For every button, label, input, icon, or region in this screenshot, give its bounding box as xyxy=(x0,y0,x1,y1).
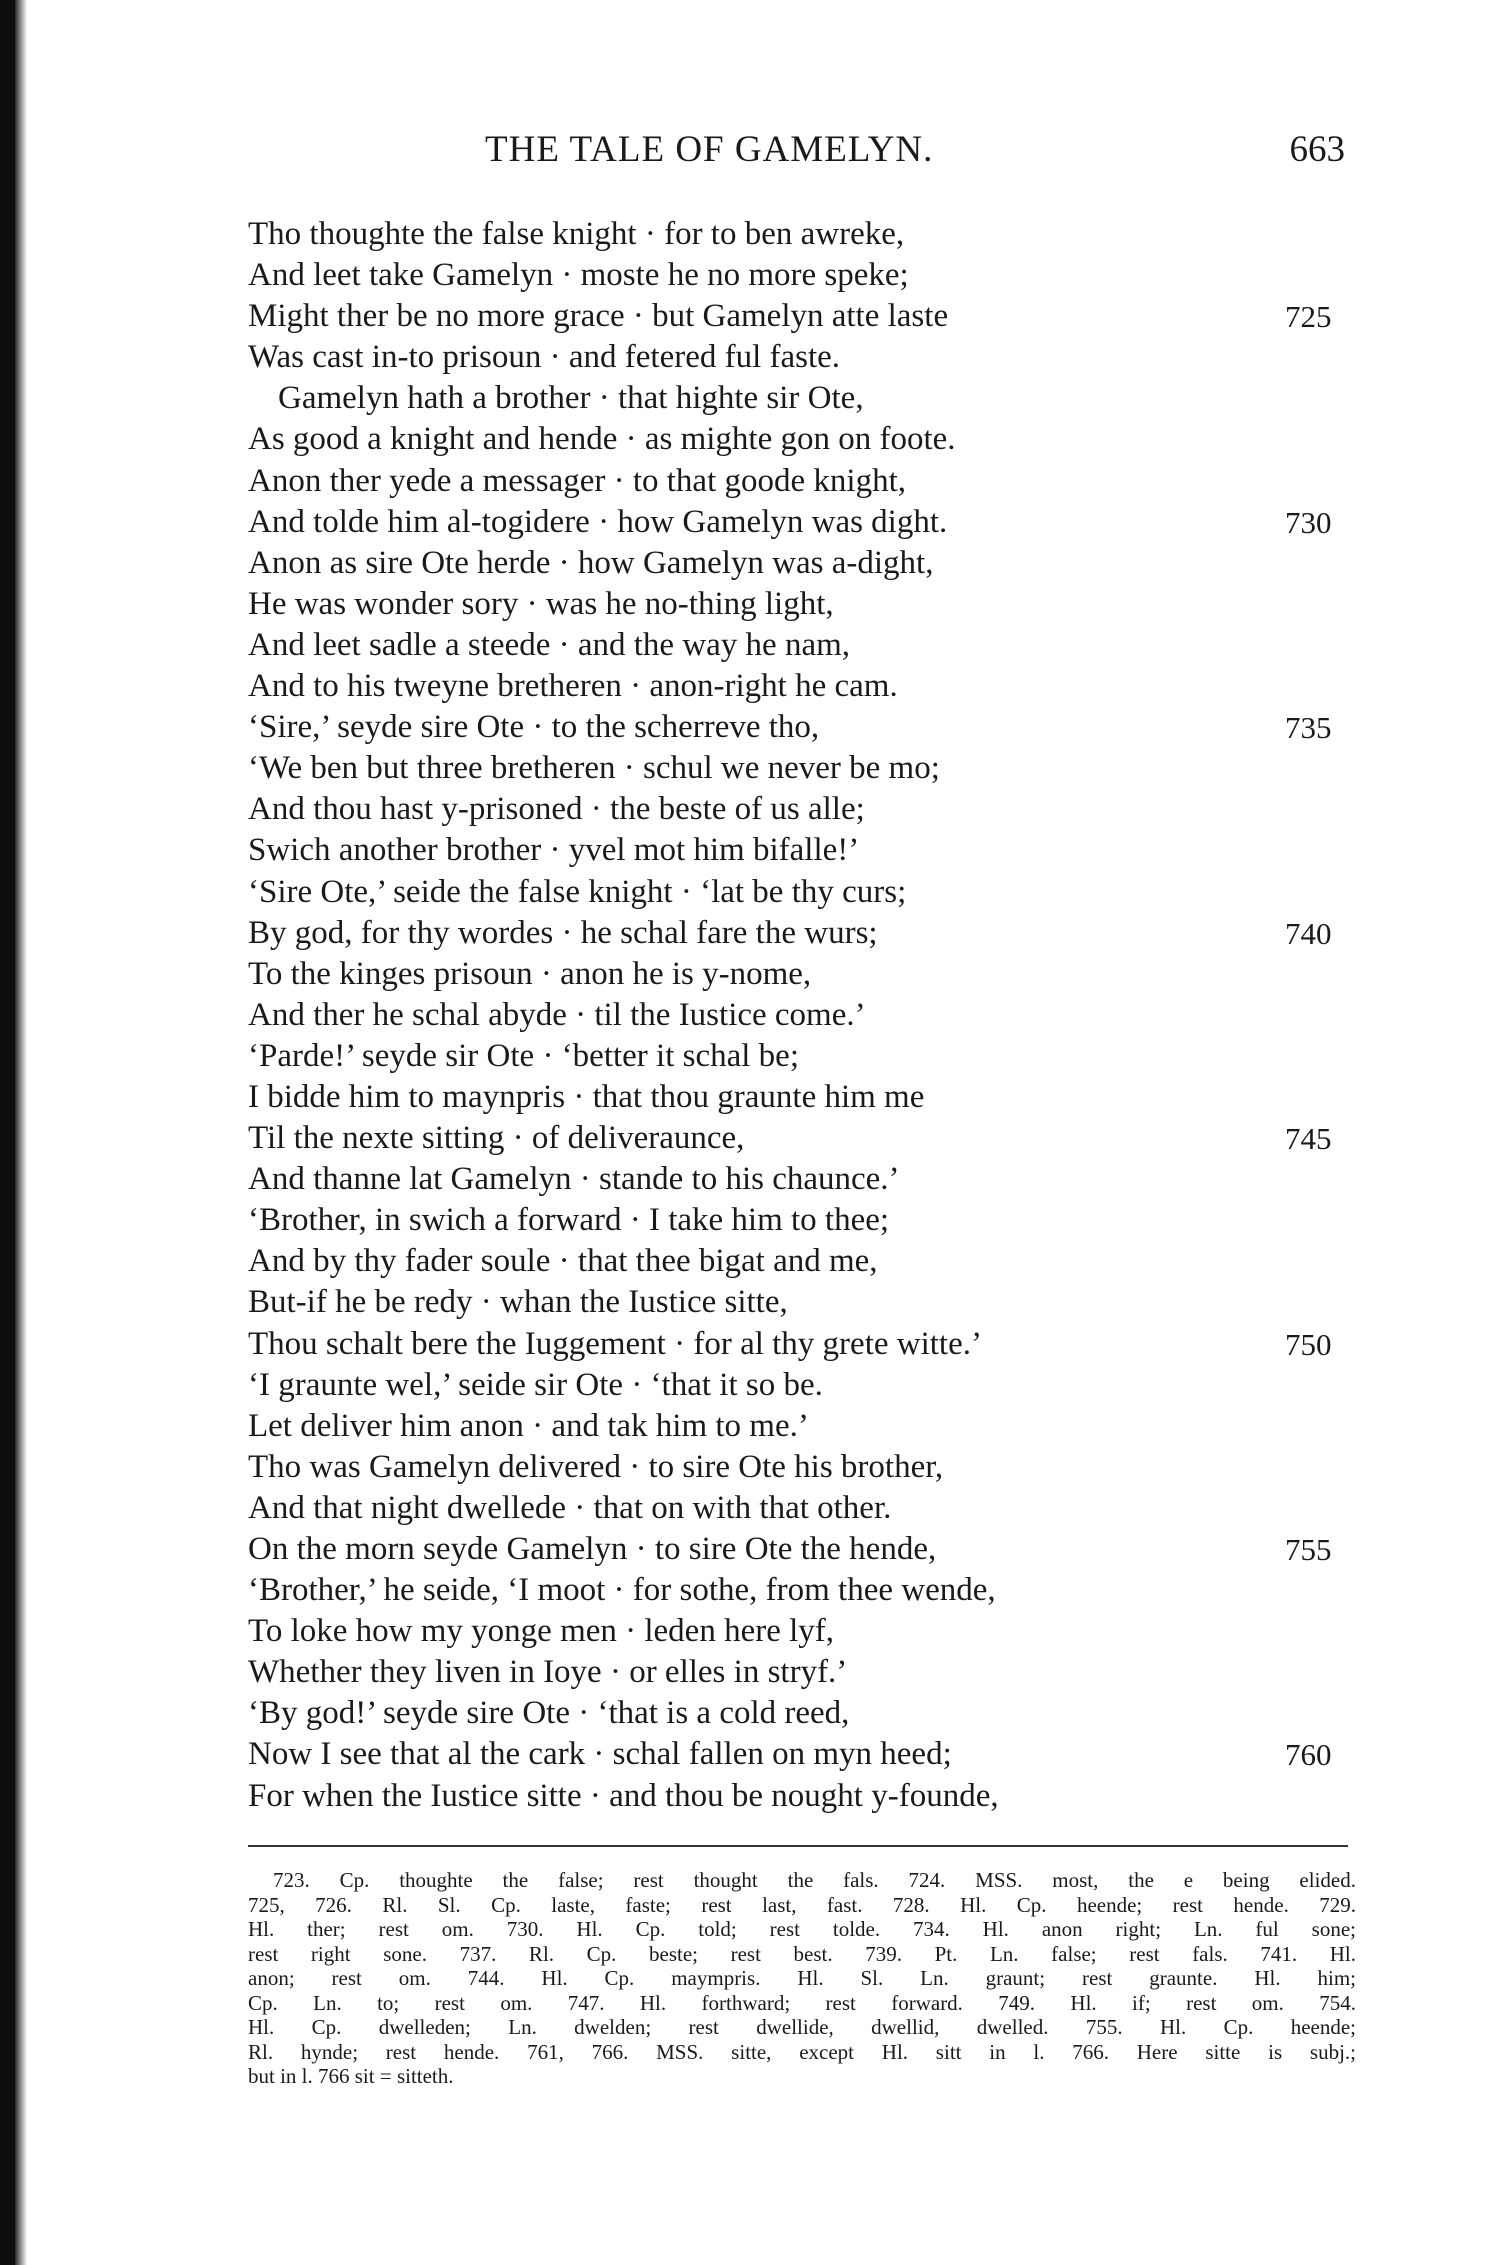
line-number: 740 xyxy=(1285,915,1332,951)
verse-line xyxy=(0,1570,1512,1611)
verse-line xyxy=(0,1447,1512,1488)
verse-line xyxy=(0,748,1512,789)
verse-line xyxy=(0,1365,1512,1406)
footnote-line: Rl. hynde; rest hende. 761, 766. MSS. sitte, except Hl. sitt in l. 766. Here sitte is subj.; xyxy=(248,2039,1356,2064)
verse-text: Tho thoughte the false knight · for to ben awreke, xyxy=(248,216,905,252)
verse-text: Gamelyn hath a brother · that highte sir Ote, xyxy=(278,380,864,417)
line-number: 730 xyxy=(1285,504,1332,540)
verse-line xyxy=(0,830,1512,871)
verse-text: Thou schalt bere the Iuggement · for al thy grete witte.’ xyxy=(248,1325,982,1362)
verse-line xyxy=(0,1652,1512,1693)
verse-line xyxy=(0,1488,1512,1529)
verse-text: ‘Sire Ote,’ seide the false knight · ‘lat be thy curs; xyxy=(248,873,907,910)
verse-line xyxy=(0,1529,1512,1570)
verse-text: ‘Sire,’ seyde sire Ote · to the scherreve tho, xyxy=(248,709,820,746)
verse-text: And leet take Gamelyn · moste he no more speke; xyxy=(248,257,909,294)
verse-text: Til the nexte sitting · of deliveraunce, xyxy=(248,1120,745,1157)
verse-text: ‘Brother,’ he seide, ‘I moot · for sothe, from thee wende, xyxy=(248,1572,996,1609)
footnote-line: 725, 726. Rl. Sl. Cp. laste, faste; rest last, fast. 728. Hl. Cp. heende; rest hende. 729. xyxy=(248,1892,1356,1917)
verse-line xyxy=(0,419,1512,460)
verse-line xyxy=(0,337,1512,378)
verse-text: For when the Iustice sitte · and thou be nought y-founde, xyxy=(248,1777,999,1814)
line-number: 735 xyxy=(1285,710,1332,746)
verse-text: ‘We ben but three bretheren · schul we never be mo; xyxy=(248,750,940,787)
verse-text: To loke how my yonge men · leden here lyf, xyxy=(248,1613,835,1650)
verse-line xyxy=(0,1159,1512,1200)
verse-text: Tho was Gamelyn delivered · to sire Ote his brother, xyxy=(248,1448,944,1485)
footnote-line: Hl. ther; rest om. 730. Hl. Cp. told; rest tolde. 734. Hl. anon right; Ln. ful sone; xyxy=(248,1917,1356,1941)
verse-text: To the kinges prisoun · anon he is y-nome, xyxy=(248,955,812,992)
verse-line xyxy=(0,789,1512,830)
verse-text: On the morn seyde Gamelyn · to sire Ote the hende, xyxy=(248,1531,937,1567)
verse-line xyxy=(0,255,1512,296)
verse-line xyxy=(0,913,1512,954)
verse-line xyxy=(0,378,1512,419)
verse-line xyxy=(0,1282,1512,1323)
verse-text: And by thy fader soule · that thee bigat and me, xyxy=(248,1243,878,1280)
verse-line xyxy=(0,214,1512,255)
verse-line xyxy=(0,1241,1512,1282)
verse-line xyxy=(0,872,1512,913)
running-header xyxy=(245,128,1345,178)
verse-text: And thanne lat Gamelyn · stande to his chaunce.’ xyxy=(248,1161,900,1198)
verse-line xyxy=(0,1324,1512,1365)
verse-line xyxy=(0,584,1512,625)
verse-line xyxy=(0,707,1512,748)
footnote-line: but in l. 766 sit = sitteth. xyxy=(248,2064,454,2088)
verse-line xyxy=(0,296,1512,337)
verse-text: Might ther be no more grace · but Gamelyn atte laste xyxy=(248,298,949,335)
verse-line xyxy=(0,1036,1512,1077)
poem-text xyxy=(0,214,1512,1817)
verse-line xyxy=(0,995,1512,1036)
verse-text: As good a knight and hende · as mighte gon on foote. xyxy=(248,421,956,458)
verse-text: Anon as sire Ote herde · how Gamelyn was a-dight, xyxy=(248,544,934,581)
footnote-divider xyxy=(248,1845,1348,1847)
line-number: 745 xyxy=(1285,1121,1332,1157)
line-number: 755 xyxy=(1285,1532,1332,1567)
verse-line xyxy=(0,1693,1512,1734)
verse-line xyxy=(0,1200,1512,1241)
verse-text: I bidde him to maynpris · that thou graunte him me xyxy=(248,1078,925,1115)
verse-line xyxy=(0,1611,1512,1652)
footnote-line: Hl. Cp. dwelleden; Ln. dwelden; rest dwellide, dwellid, dwelled. 755. Hl. Cp. heende; xyxy=(248,2015,1356,2039)
footnote-line: anon; rest om. 744. Hl. Cp. maympris. Hl. Sl. Ln. graunt; rest graunte. Hl. him; xyxy=(248,1966,1356,1990)
line-number: 725 xyxy=(1285,299,1332,335)
verse-line xyxy=(0,502,1512,543)
line-number: 750 xyxy=(1285,1326,1332,1362)
verse-text: ‘By god!’ seyde sire Ote · ‘that is a cold reed, xyxy=(248,1695,850,1732)
verse-line xyxy=(0,1077,1512,1118)
verse-line xyxy=(0,543,1512,584)
footnote-line: Cp. Ln. to; rest om. 747. Hl. forthward; rest forward. 749. Hl. if; rest om. 754. xyxy=(248,1990,1356,2015)
verse-text: But-if he be redy · whan the Iustice sitte, xyxy=(248,1284,788,1321)
verse-text: ‘Brother, in swich a forward · I take him to thee; xyxy=(248,1202,890,1239)
verse-text: Let deliver him anon · and tak him to me.’ xyxy=(248,1407,809,1444)
line-number: 760 xyxy=(1285,1737,1332,1773)
verse-text: Was cast in-to prisoun · and fetered ful faste. xyxy=(248,339,841,376)
verse-line xyxy=(0,1776,1512,1817)
verse-text: Swich another brother · yvel mot him bifalle!’ xyxy=(248,832,860,869)
verse-text: ‘Parde!’ seyde sir Ote · ‘better it schal be; xyxy=(248,1037,799,1074)
verse-line xyxy=(0,625,1512,666)
verse-line xyxy=(0,954,1512,995)
verse-line xyxy=(0,1118,1512,1159)
verse-line xyxy=(0,1406,1512,1447)
verse-line xyxy=(0,461,1512,502)
verse-text: And that night dwellede · that on with that other. xyxy=(248,1489,892,1526)
page-title: THE TALE OF GAMELYN. xyxy=(485,129,934,170)
verse-text: And to his tweyne bretheren · anon-right he cam. xyxy=(248,668,898,705)
verse-text: Whether they liven in Ioye · or elles in stryf.’ xyxy=(248,1654,848,1691)
page-number: 663 xyxy=(1289,129,1345,170)
verse-text: ‘I graunte wel,’ seide sir Ote · ‘that it so be. xyxy=(248,1366,823,1403)
verse-text: By god, for thy wordes · he schal fare the wurs; xyxy=(248,914,878,951)
verse-text: Now I see that al the cark · schal fallen on myn heed; xyxy=(248,1736,952,1773)
verse-text: And tolde him al-togidere · how Gamelyn was dight. xyxy=(248,503,948,540)
verse-text: And leet sadle a steede · and the way he nam, xyxy=(248,626,851,663)
verse-text: And thou hast y-prisoned · the beste of us alle; xyxy=(248,791,865,828)
verse-line xyxy=(0,1734,1512,1775)
verse-line xyxy=(0,666,1512,707)
footnote-line: 723. Cp. thoughte the false; rest thought the fals. 724. MSS. most, the e being elided. xyxy=(273,1868,1356,1892)
footnotes xyxy=(248,1868,1356,2089)
footnote-line: rest right sone. 737. Rl. Cp. beste; rest best. 739. Pt. Ln. false; rest fals. 741. Hl. xyxy=(248,1941,1356,1966)
verse-text: He was wonder sory · was he no-thing light, xyxy=(248,585,834,622)
verse-text: Anon ther yede a messager · to that goode knight, xyxy=(248,462,906,499)
verse-text: And ther he schal abyde · til the Iustice come.’ xyxy=(248,996,866,1033)
